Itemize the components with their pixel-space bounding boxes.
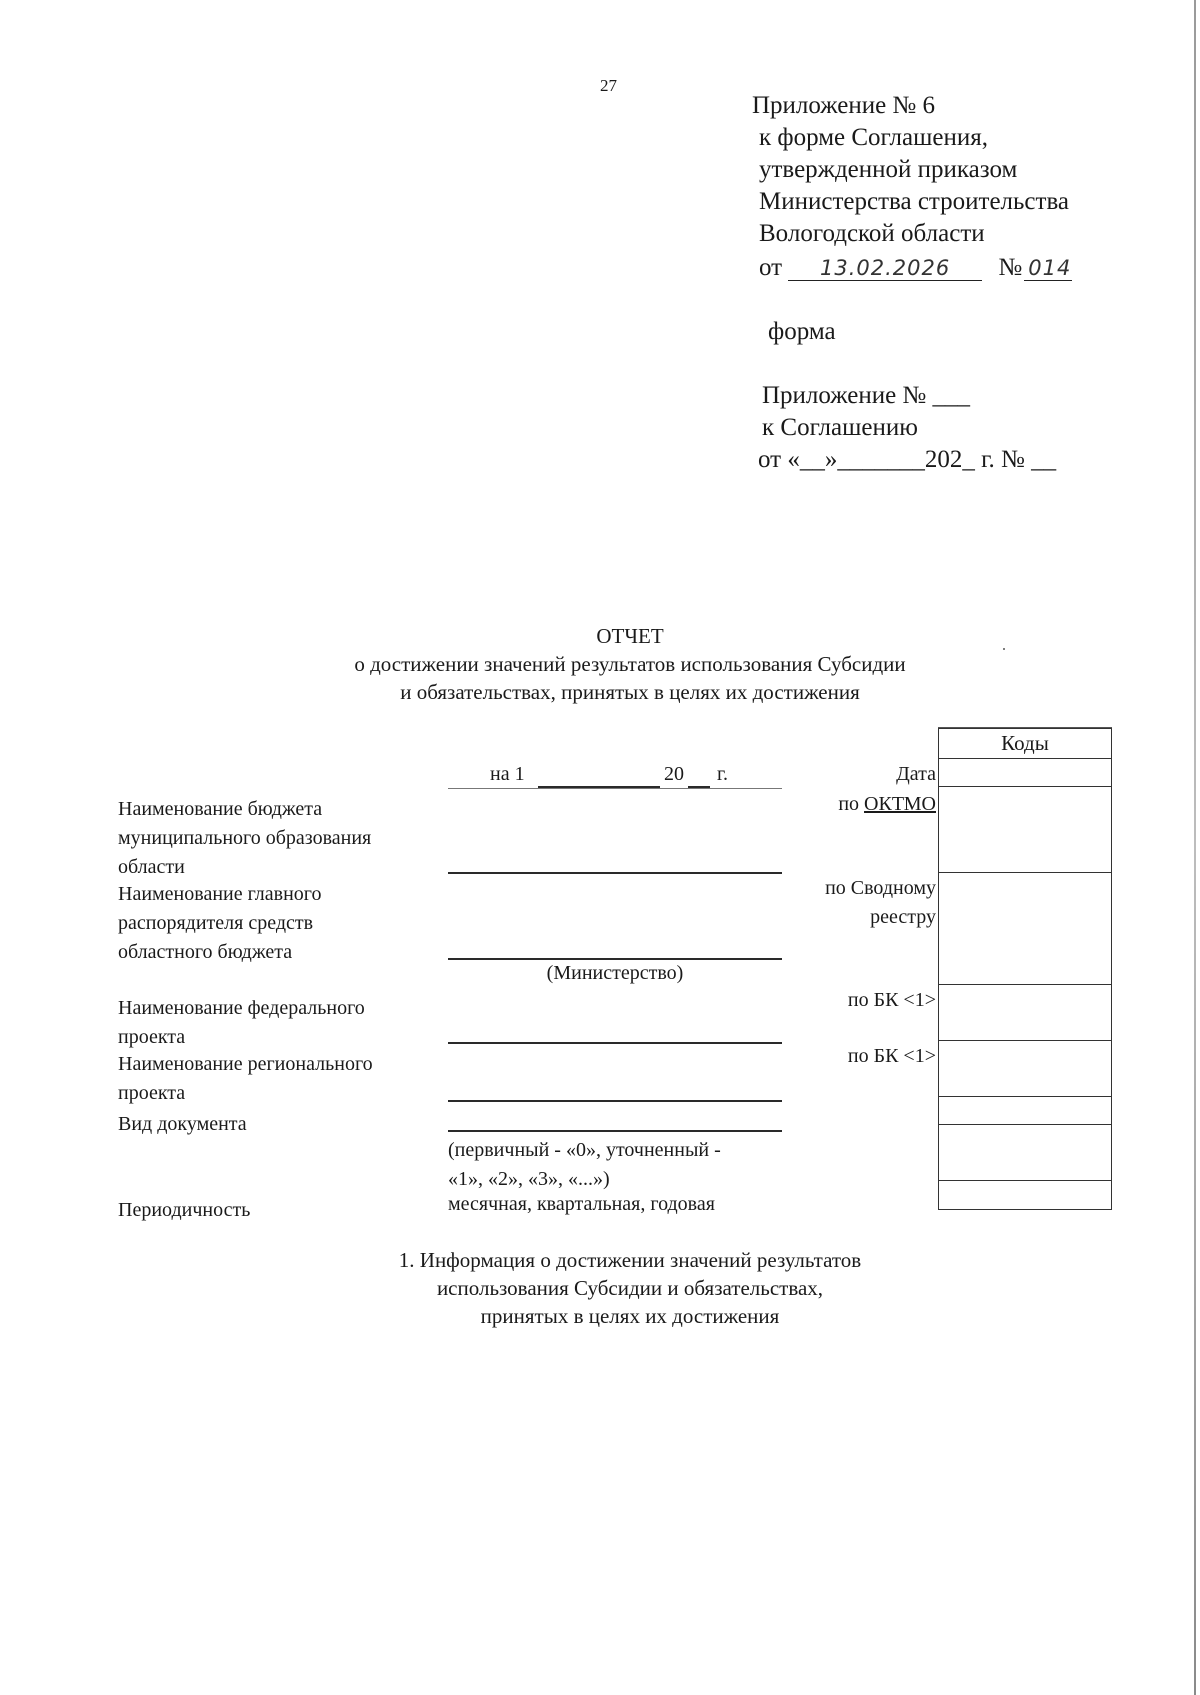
appendix-line: Вологодской области [759,220,985,247]
hint-line: «1», «2», «3», «...») [448,1168,610,1190]
code-cell-oktmo[interactable] [939,787,1111,873]
label-line: Наименование федерального [118,997,365,1019]
label-line: муниципального образования [118,827,372,849]
label-line: Наименование главного [118,883,322,905]
handwritten-date: 13.02.2026 [788,256,982,281]
label-line: проекта [118,1026,186,1048]
regional-project-field[interactable] [448,1100,782,1102]
consolidated-registry-label [740,874,936,932]
codes-header: Коды [939,729,1111,759]
ministry-caption: (Министерство) [546,962,684,984]
periodicity-label: Периодичность [118,1199,251,1221]
page-number: 27 [600,76,617,95]
budget-name-field[interactable] [448,872,782,874]
agreement-line: Приложение № ___ [762,382,971,409]
as-of-year-prefix: 20 [664,763,684,785]
section1-title: использования Субсидии и обязательствах, [436,1276,824,1300]
number-sign: № [998,254,1023,281]
code-cell-date[interactable] [939,759,1111,787]
agreement-line: к Соглашению [762,414,918,441]
label-line: области [118,856,185,878]
document-type-hint [448,1136,721,1194]
codes-table [938,728,1112,1210]
appendix-line: Министерства строительства [759,188,1070,215]
label-line: областного бюджета [118,941,293,963]
regional-project-label [118,1050,373,1108]
label-line: Наименование регионального [118,1053,373,1075]
federal-project-field[interactable] [448,1042,782,1044]
oktmo-link: ОКТМО [864,793,936,815]
as-of-year-suffix: г. [717,763,728,785]
scan-edge-shadow [1194,0,1196,1695]
report-subtitle: и обязательствах, принятых в целях их достижения [400,680,860,704]
label-line: по Сводному [825,877,936,899]
code-cell-consolidated-registry[interactable] [939,873,1111,985]
date-prefix: от [759,254,783,281]
appendix-date-line [752,252,1072,284]
code-cell-periodicity[interactable] [939,1181,1111,1209]
as-of-underline [448,788,782,789]
label-line: Наименование бюджета [118,798,323,820]
code-cell-bk-1[interactable] [939,985,1111,1041]
appendix-header [752,90,1072,284]
label-line: реестру [870,906,936,928]
section1-title: 1. Информация о достижении значений результатов [398,1248,862,1272]
bk-label-2: по БК <1> [847,1045,936,1067]
handwritten-number: 014 [1024,256,1072,281]
label-line: проекта [118,1082,186,1104]
as-of-prefix: на 1 [490,763,525,785]
periodicity-value: месячная, квартальная, годовая [448,1193,715,1215]
budget-name-label [118,795,371,882]
section1-title: принятых в целях их достижения [480,1304,780,1328]
federal-project-label [118,994,365,1052]
main-manager-label [118,880,322,967]
bk-label-1: по БК <1> [847,989,936,1011]
code-cell-document-type[interactable] [939,1125,1111,1181]
appendix-line: утвержденной приказом [759,156,1018,183]
oktmo-label [740,790,936,819]
document-type-label: Вид документа [118,1113,247,1135]
agreement-header [758,380,1057,476]
hint-line: (первичный - «0», уточненный - [448,1139,721,1161]
code-cell-bk-2[interactable] [939,1041,1111,1097]
main-manager-field[interactable] [448,958,782,960]
label-line: распорядителя средств [118,912,314,934]
form-label: форма [768,318,836,345]
appendix-line: Приложение № 6 [752,92,936,119]
date-label: Дата [896,763,936,785]
report-subtitle: о достижении значений результатов использования Субсидии [354,652,906,676]
appendix-line: к форме Соглашения, [759,124,988,151]
oktmo-prefix: по [838,793,860,815]
agreement-line: от «__»_______202_ г. № __ [758,446,1057,473]
document-type-field[interactable] [448,1130,782,1132]
code-cell-spacer[interactable] [939,1097,1111,1125]
report-title: ОТЧЕТ [596,624,664,648]
